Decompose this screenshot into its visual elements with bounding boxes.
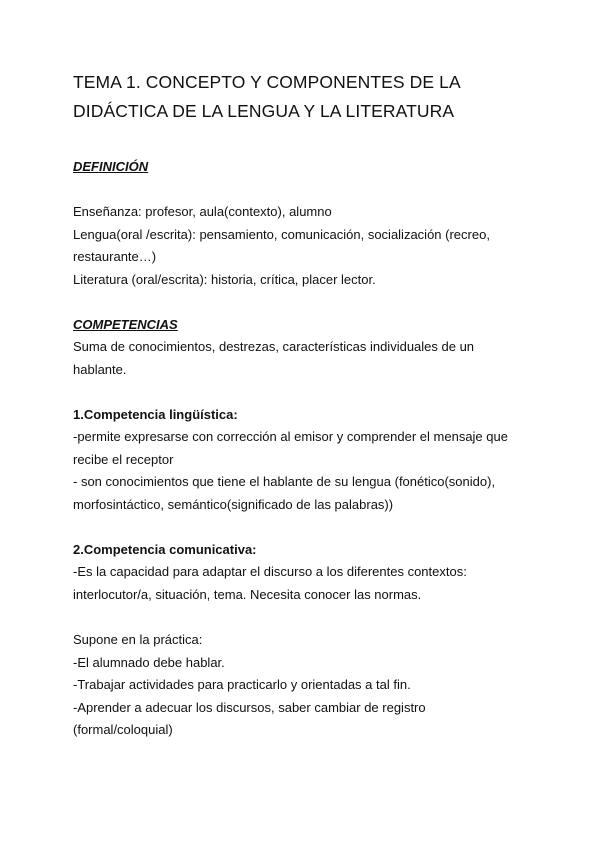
text-line: interlocutor/a, situación, tema. Necesita conocer las normas.	[73, 586, 422, 602]
document-title-line-2: DIDÁCTICA DE LA LENGUA Y LA LITERATURA	[73, 101, 455, 121]
practica-body	[73, 629, 540, 742]
text-line: -El alumnado debe hablar.	[73, 654, 225, 670]
text-line: -Es la capacidad para adaptar el discurso a los diferentes contextos:	[73, 564, 467, 579]
text-line: Enseñanza: profesor, aula(contexto), alumno	[73, 204, 332, 219]
subheading-competencia-linguistica: 1.Competencia lingüística:	[73, 407, 238, 422]
competencia-linguistica-body	[73, 426, 540, 516]
text-line: -Aprender a adecuar los discursos, saber cambiar de registro	[73, 699, 426, 715]
text-line: hablante.	[73, 361, 127, 377]
text-line: -Trabajar actividades para practicarlo y orientadas a tal fin.	[73, 677, 411, 692]
text-line: morfosintáctico, semántico(significado de las palabras))	[73, 496, 394, 512]
text-line: Lengua(oral /escrita): pensamiento, comunicación, socialización (recreo,	[73, 226, 490, 242]
text-line: Supone en la práctica:	[73, 632, 203, 647]
section-heading-definicion: DEFINICIÓN	[73, 159, 149, 174]
text-line: -permite expresarse con corrección al emisor y comprender el mensaje que	[73, 429, 508, 444]
definicion-body	[73, 201, 540, 291]
subheading-competencia-comunicativa: 2.Competencia comunicativa:	[73, 542, 257, 557]
text-line: recibe el receptor	[73, 451, 174, 467]
section-heading-competencias: COMPETENCIAS	[73, 317, 178, 332]
text-line: restaurante…)	[73, 249, 157, 264]
text-line: (formal/coloquial)	[73, 722, 173, 737]
document-title-line-1: TEMA 1. CONCEPTO Y COMPONENTES DE LA	[73, 72, 461, 92]
competencias-body	[73, 336, 540, 381]
text-line: Literatura (oral/escrita): historia, crítica, placer lector.	[73, 271, 376, 287]
text-line: - son conocimientos que tiene el hablante de su lengua (fonético(sonido),	[73, 474, 496, 489]
competencia-comunicativa-body	[73, 561, 540, 606]
text-line: Suma de conocimientos, destrezas, características individuales de un	[73, 339, 475, 354]
